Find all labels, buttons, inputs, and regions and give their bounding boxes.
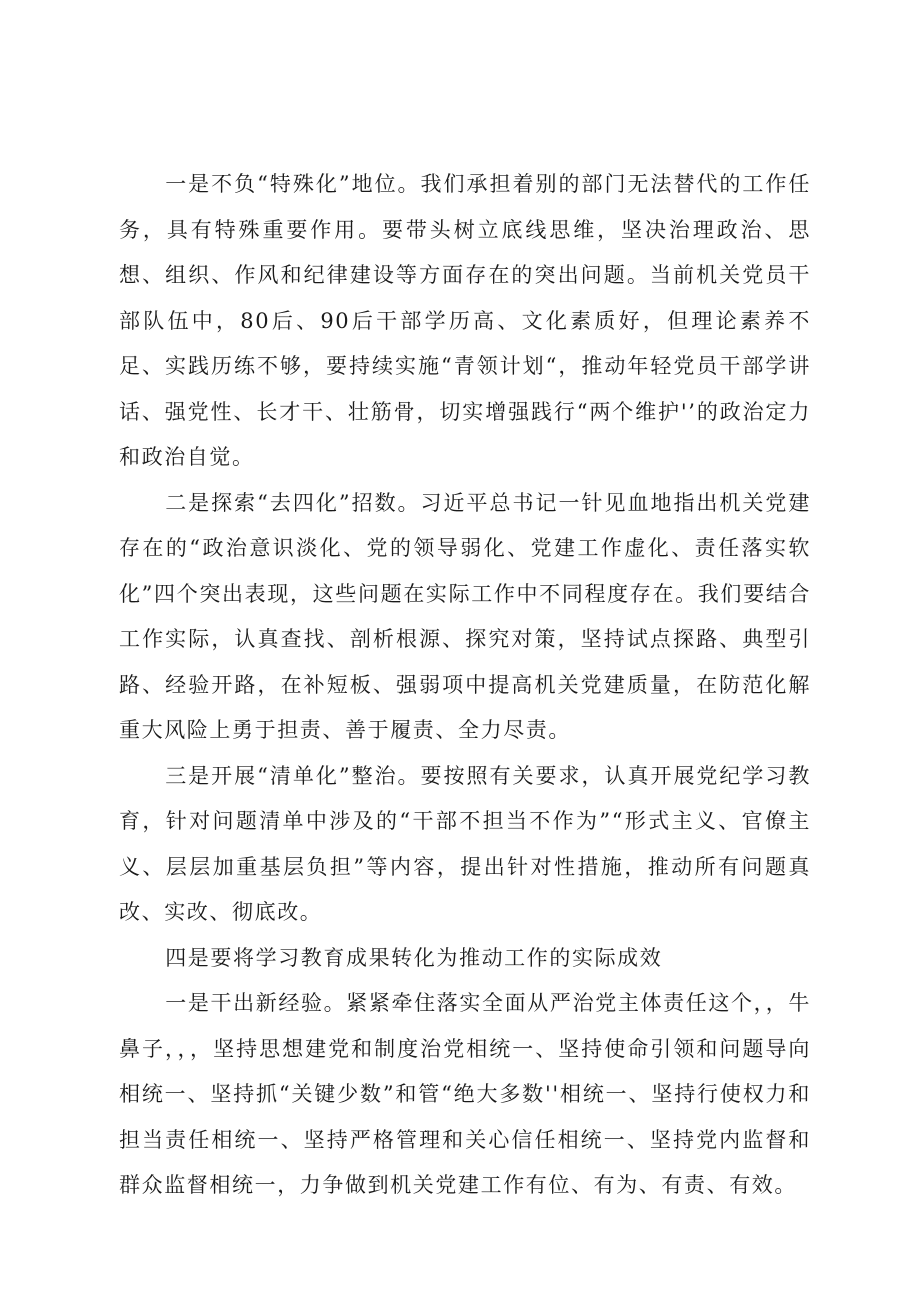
section-heading-results: 四是要将学习教育成果转化为推动工作的实际成效 [165, 945, 663, 970]
document-body [119, 162, 811, 1209]
paragraph-four-issues: 二是探索“去四化”招数。习近平总书记一针见血地指出机关党建存在的“政治意识淡化、党的领导弱化、党建工作虚化、责任落实软化”四个突出表现，这些问题在实际工作中不同程度存在。我们要结合工作实际，认真查找、剖析根源、探究对策，坚持试点探路、典型引路、经验开路，在补短板、强弱项中提高机关党建质量，在防范化解重大风险上勇于担责、善于履责、全力尽责。 [119, 490, 811, 742]
paragraph-new-experience: 一是干出新经验。紧紧牵住落实全面从严治党主体责任这个，，牛鼻子，，，坚持思想建党和制度治党相统一、坚持使命引领和问题导向相统一、坚持抓“关键少数”和管“绝大多数''相统一、坚持行使权力和担当责任相统一、坚持严格管理和关心信任相统一、坚持党内监督和群众监督相统一，力争做到机关党建工作有位、有为、有责、有效。 [119, 991, 811, 1197]
paragraph-special-status: 一是不负“特殊化”地位。我们承担着别的部门无法替代的工作任务，具有特殊重要作用。要带头树立底线思维，坚决治理政治、思想、组织、作风和纪律建设等方面存在的突出问题。当前机关党员干部队伍中，80后、90后干部学历高、文化素质好，但理论素养不足、实践历练不够，要持续实施“青领计划“，推动年轻党员干部学讲话、强党性、长才干、壮筋骨，切实增强践行“两个维护'’的政治定力和政治自觉。 [119, 172, 811, 469]
paragraph-checklist-rectification: 三是开展“清单化”整治。要按照有关要求，认真开展党纪学习教育，针对问题清单中涉及的“干部不担当不作为”“形式主义、官僚主义、层层加重基层负担”等内容，提出针对性措施，推动所有问题真改、实改、彻底改。 [119, 763, 811, 924]
